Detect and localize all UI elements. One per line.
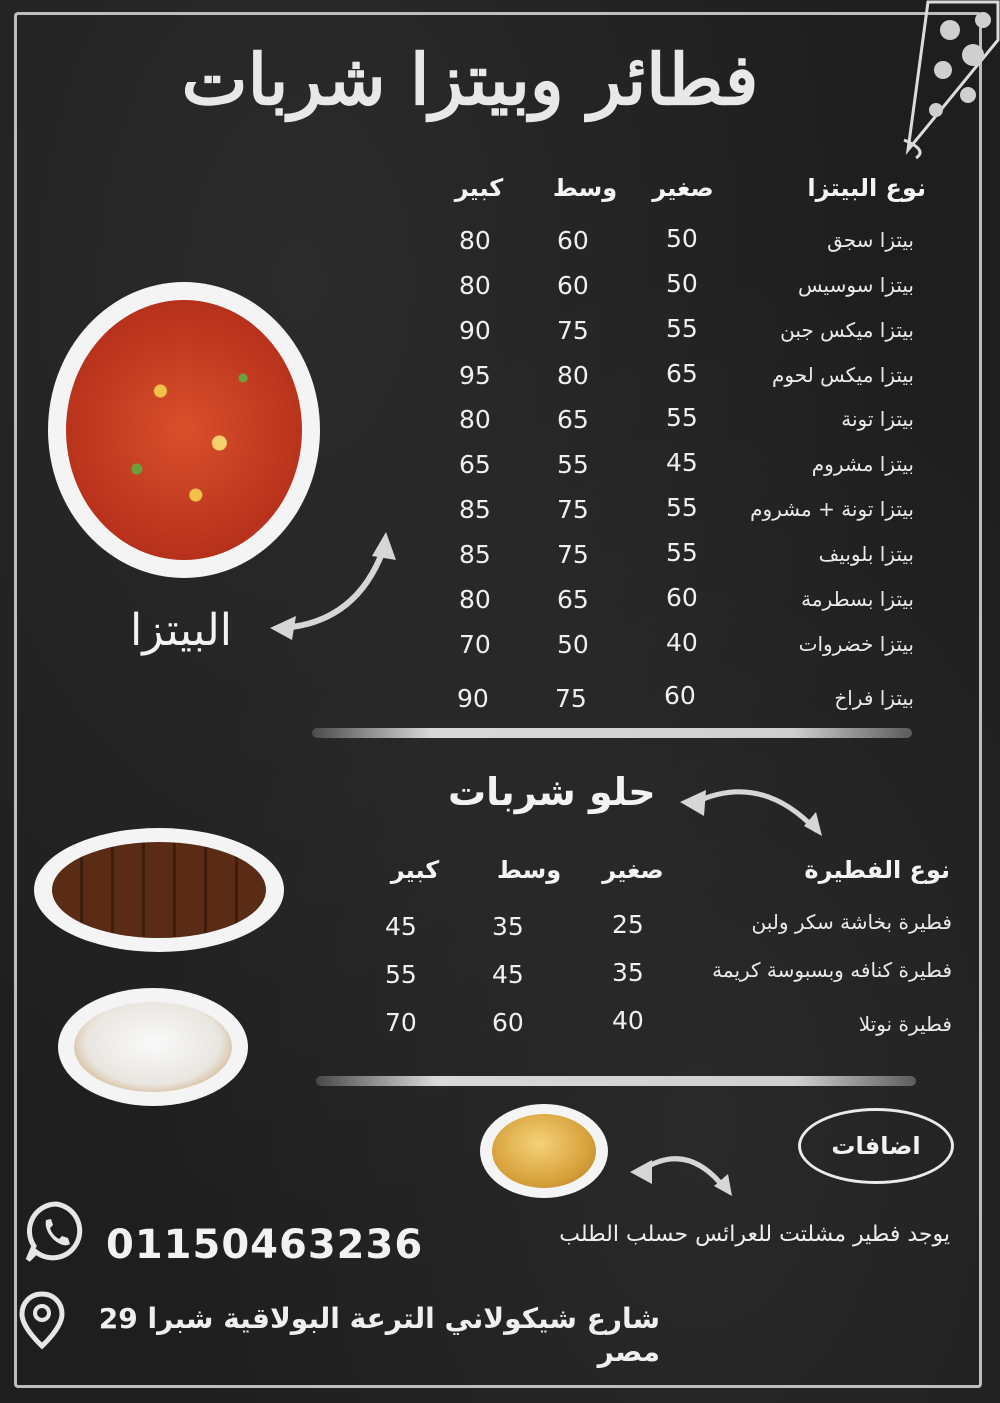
- location-pin-icon: [18, 1290, 66, 1350]
- pizza-price-medium: 65: [557, 585, 589, 614]
- sweet-price-small: 25: [612, 910, 644, 939]
- pizza-price-large: 85: [459, 540, 491, 569]
- pizza-price-medium: 75: [557, 316, 589, 345]
- pizza-price-medium: 60: [557, 271, 589, 300]
- pizza-price-large: 80: [459, 405, 491, 434]
- sweet-header-small: صغير: [602, 856, 664, 884]
- pizza-price-large: 85: [459, 495, 491, 524]
- menu-title: فطائر وبيتزا شربات: [181, 38, 759, 121]
- sweet-price-large: 45: [385, 912, 417, 941]
- pizza-name: بيتزا تونة: [841, 407, 914, 431]
- sweet-section-title: حلو شربات: [448, 770, 656, 814]
- curved-arrow-icon: [628, 1140, 738, 1200]
- sweet-price-large: 70: [385, 1008, 417, 1037]
- curved-arrow-icon: [676, 772, 826, 842]
- pizza-price-small: 55: [666, 538, 698, 567]
- sweet-price-medium: 45: [492, 960, 524, 989]
- meshaltet-pie-photo: [480, 1104, 608, 1198]
- chalk-divider: [312, 728, 912, 738]
- pizza-header-small: صغير: [652, 174, 714, 202]
- sweet-header-type: نوع الفطيرة: [804, 856, 950, 884]
- extras-badge: اضافات: [798, 1108, 954, 1184]
- sugar-pie-photo: [58, 988, 248, 1106]
- sweet-price-medium: 35: [492, 912, 524, 941]
- pizza-name: بيتزا ميكس لحوم: [772, 363, 914, 387]
- pizza-price-large: 65: [459, 450, 491, 479]
- pizza-price-medium: 55: [557, 450, 589, 479]
- pizza-name: بيتزا سجق: [827, 228, 914, 252]
- pizza-name: بيتزا فراخ: [834, 686, 914, 710]
- pizza-price-small: 65: [666, 359, 698, 388]
- pizza-name: بيتزا خضروات: [798, 632, 914, 656]
- sweet-name: فطيرة نوتلا: [858, 1012, 952, 1036]
- pizza-price-small: 40: [666, 628, 698, 657]
- chalk-divider: [316, 1076, 916, 1086]
- pizza-price-large: 80: [459, 226, 491, 255]
- pizza-name: بيتزا تونة + مشروم: [750, 497, 914, 521]
- pizza-price-medium: 80: [557, 361, 589, 390]
- pizza-name: بيتزا بسطرمة: [801, 587, 914, 611]
- pizza-price-small: 50: [666, 269, 698, 298]
- sweet-name: فطيرة بخاشة سكر ولبن: [751, 910, 952, 934]
- pizza-slice-icon: [898, 0, 1000, 160]
- pizza-name: بيتزا ميكس جبن: [780, 318, 914, 342]
- whatsapp-icon[interactable]: [24, 1200, 88, 1264]
- pizza-price-small: 50: [666, 224, 698, 253]
- sweet-price-small: 40: [612, 1006, 644, 1035]
- pizza-price-medium: 50: [557, 630, 589, 659]
- pizza-price-small: 60: [666, 583, 698, 612]
- pizza-price-large: 80: [459, 585, 491, 614]
- phone-number[interactable]: 01150463236: [106, 1222, 424, 1268]
- chocolate-pie-photo: [34, 828, 284, 952]
- sweet-price-medium: 60: [492, 1008, 524, 1037]
- pizza-price-medium: 60: [557, 226, 589, 255]
- pizza-price-small: 45: [666, 448, 698, 477]
- pizza-name: بيتزا بلوبيف: [818, 542, 914, 566]
- pizza-header-large: كبير: [454, 174, 504, 202]
- sweet-header-large: كبير: [390, 856, 440, 884]
- pizza-label: البيتزا: [130, 605, 232, 656]
- pizza-header-medium: وسط: [552, 174, 618, 202]
- sweet-price-large: 55: [385, 960, 417, 989]
- pizza-price-medium: 75: [555, 684, 587, 713]
- pizza-name: بيتزا سوسيس: [798, 273, 914, 297]
- pizza-price-large: 80: [459, 271, 491, 300]
- pizza-price-large: 70: [459, 630, 491, 659]
- pizza-price-large: 90: [457, 684, 489, 713]
- pizza-price-medium: 75: [557, 495, 589, 524]
- pizza-name: بيتزا مشروم: [811, 452, 914, 476]
- pizza-price-large: 95: [459, 361, 491, 390]
- sweet-header-medium: وسط: [496, 856, 562, 884]
- pizza-price-small: 60: [664, 681, 696, 710]
- curved-arrow-icon: [262, 528, 402, 648]
- pizza-header-type: نوع البيتزا: [807, 174, 926, 202]
- sweet-name: فطيرة كنافه وبسبوسة كريمة: [712, 958, 952, 982]
- pizza-price-medium: 65: [557, 405, 589, 434]
- pizza-price-medium: 75: [557, 540, 589, 569]
- pizza-price-small: 55: [666, 314, 698, 343]
- pizza-price-small: 55: [666, 493, 698, 522]
- pizza-price-small: 55: [666, 403, 698, 432]
- extras-note: يوجد فطير مشلتت للعرائس حسلب الطلب: [559, 1222, 950, 1247]
- sweet-price-small: 35: [612, 958, 644, 987]
- address-text: 29 شارع شيكولاني الترعة البولاقية شبرا مصر: [98, 1302, 660, 1368]
- pizza-price-large: 90: [459, 316, 491, 345]
